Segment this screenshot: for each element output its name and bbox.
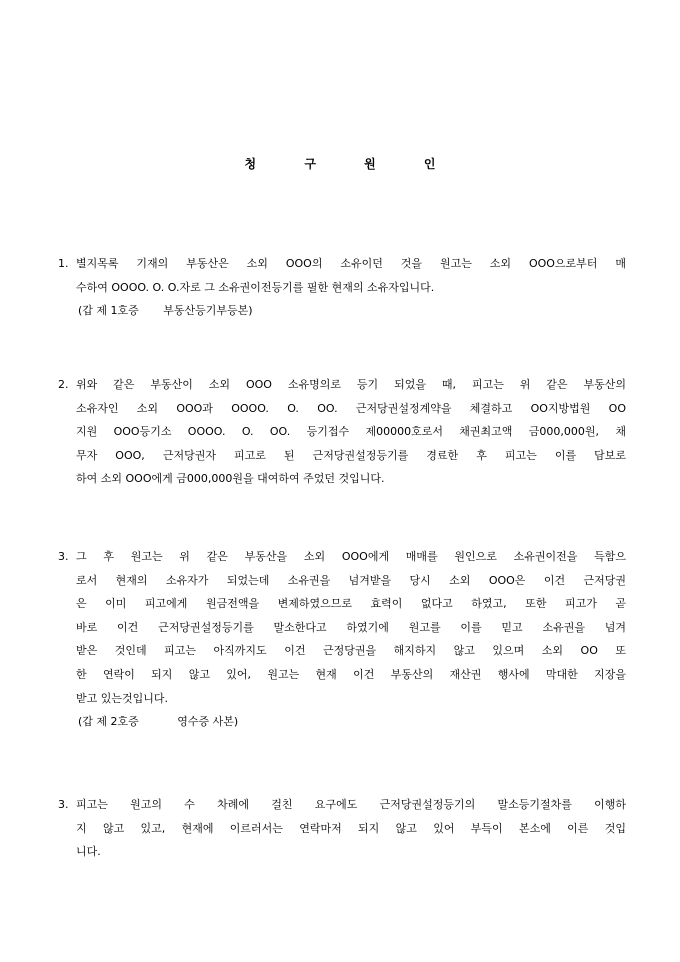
paragraph-line: 소유자인 소외 OOO과 OOOO. O. OO. 근저당권설정계약을 체결하고 OO지방법원 OO (76, 401, 626, 415)
paragraph-2 (58, 373, 626, 491)
paragraph-line: 수하여 OOOO. O. O.자로 그 소유권이전등기를 필한 현재의 소유자입니다. (76, 280, 435, 294)
evidence-note: (갑 제 2호증 영수증 사본) (78, 715, 239, 729)
paragraph-number: 3. (58, 798, 69, 811)
paragraph-line: 지 않고 있고, 현재에 이르러서는 연락마저 되지 않고 있어 부득이 본소에 이른 것입 (76, 821, 626, 835)
paragraph-4 (58, 793, 626, 864)
paragraph-1 (58, 252, 626, 323)
paragraph-line: 바로 이건 근저당권설정등기를 말소한다고 하였기에 원고를 이를 믿고 소유권을 넘겨 (76, 620, 626, 634)
paragraph-number: 3. (58, 550, 69, 563)
paragraph-line: 니다. (76, 845, 101, 859)
page-title: 청 구 원 인 (244, 157, 458, 171)
paragraph-line: 받고 있는것입니다. (76, 691, 169, 705)
paragraph-line: 무자 OOO, 근저당권자 피고로 된 근저당권설정등기를 경료한 후 피고는 이를 담보로 (76, 448, 626, 462)
paragraph-line: 피고는 원고의 수 차례에 걸친 요구에도 근저당권설정등기의 말소등기절차를 이행하 (76, 798, 626, 811)
paragraph-number: 1. (58, 257, 69, 270)
paragraph-line: 그 후 원고는 위 같은 부동산을 소외 OOO에게 매매를 원인으로 소유권이전을 득함으 (76, 550, 626, 563)
evidence-note: (갑 제 1호증 부동산등기부등본) (78, 304, 253, 318)
paragraph-line: 한 연락이 되지 않고 있어, 원고는 현재 이건 부동산의 재산권 행사에 막대한 지장을 (76, 667, 626, 681)
paragraph-line: 위와 같은 부동산이 소외 OOO 소유명의로 등기 되었을 때, 피고는 위 같은 부동산의 (76, 378, 626, 391)
paragraph-line: 은 이미 피고에게 원금전액을 변제하였으므로 효력이 없다고 하였고, 또한 피고가 곧 (76, 597, 626, 611)
paragraph-line: 받은 것인데 피고는 아직까지도 이건 근정당권을 해지하지 않고 있으며 소외 OO 또 (76, 644, 626, 658)
paragraph-line: 지원 OOO등기소 OOOO. O. OO. 등기접수 제00000호로서 채권최고액 금000,000원, 채 (76, 425, 626, 439)
paragraph-line: 별지목록 기재의 부동산은 소외 OOO의 소유이던 것을 원고는 소외 OOO으로부터 매 (76, 257, 626, 270)
paragraph-number: 2. (58, 378, 69, 391)
paragraph-3 (58, 545, 626, 734)
paragraph-line: 하여 소외 OOO에게 금000,000원을 대여하여 주었던 것입니다. (76, 472, 385, 486)
paragraph-line: 로서 현재의 소유자가 되었는데 소유권을 넘겨받을 당시 소외 OOO은 이건 근저당권 (76, 573, 626, 587)
